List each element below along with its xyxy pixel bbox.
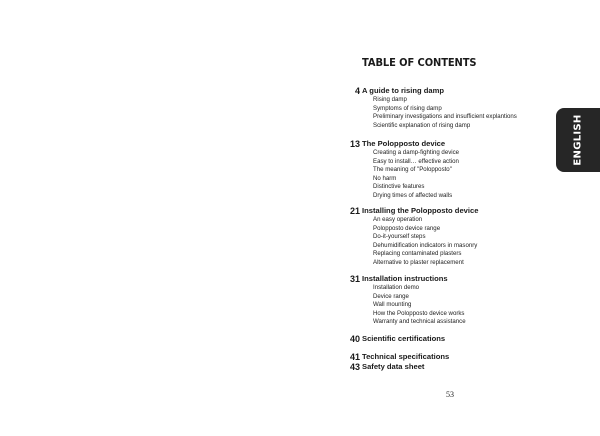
toc-section-heading[interactable] xyxy=(336,352,566,362)
toc-section-heading[interactable] xyxy=(336,206,566,216)
toc-subitem[interactable]: Symptoms of rising damp xyxy=(373,104,442,112)
toc-section-title: Installing the Polopposto device xyxy=(362,206,479,215)
toc-section-heading[interactable] xyxy=(336,86,566,96)
toc-section-heading[interactable] xyxy=(336,362,566,372)
toc-subitem[interactable]: Replacing contaminated plasters xyxy=(373,250,462,257)
toc-subitem[interactable]: Polopposto device range xyxy=(373,224,441,232)
toc-page-number: 40 xyxy=(349,334,360,344)
toc-subitem[interactable]: An easy operation xyxy=(373,216,423,223)
toc-section xyxy=(336,362,566,372)
toc-subitem[interactable]: Easy to install… effective action xyxy=(373,157,459,165)
toc-page-number: 43 xyxy=(349,362,360,372)
toc-section xyxy=(336,139,566,200)
toc-subitem[interactable]: How the Polopposto device works xyxy=(373,309,465,317)
toc-section-title: A guide to rising damp xyxy=(362,86,444,95)
toc-subitem[interactable]: Dehumidification indicators in masonry xyxy=(373,241,478,249)
toc-subitem[interactable]: Wall mounting xyxy=(373,301,412,308)
toc-section-title: Technical specifications xyxy=(362,352,450,361)
toc-section xyxy=(336,334,566,344)
toc-subitem[interactable]: Drying times of affected walls xyxy=(373,191,453,199)
toc-section-heading[interactable] xyxy=(336,334,566,344)
toc-section-heading[interactable] xyxy=(336,274,566,284)
toc-section-heading[interactable] xyxy=(336,139,566,149)
language-tab-label: ENGLISH xyxy=(572,114,584,166)
toc-subitem[interactable]: Distinctive features xyxy=(373,183,425,190)
toc-subitem[interactable]: Rising damp xyxy=(373,96,407,103)
toc-section-title: Scientific certifications xyxy=(362,334,446,343)
toc-subitem[interactable]: Device range xyxy=(373,292,409,300)
toc-section xyxy=(336,274,566,327)
page-number: 53 xyxy=(446,390,454,399)
toc-subitem[interactable]: The meaning of "Polopposto" xyxy=(373,166,452,173)
toc-page-number: 41 xyxy=(349,352,360,362)
language-tab[interactable] xyxy=(556,108,600,172)
toc-subitem[interactable]: Alternative to plaster replacement xyxy=(373,258,464,266)
toc-section xyxy=(336,352,566,362)
toc-page-number: 31 xyxy=(349,274,360,284)
toc-section xyxy=(336,206,566,267)
toc-subitem[interactable]: Preliminary investigations and insufficient explantions xyxy=(373,113,517,120)
toc-subitem[interactable]: Warranty and technical assistance xyxy=(373,318,466,325)
toc-page-number: 4 xyxy=(354,86,360,96)
toc-subitem[interactable]: Creating a damp-fighting device xyxy=(373,149,460,156)
toc-subitem[interactable]: No harm xyxy=(373,174,397,182)
toc-page-number: 13 xyxy=(349,139,360,149)
toc-subitem[interactable]: Scientific explanation of rising damp xyxy=(373,121,471,129)
toc-page-number: 21 xyxy=(349,206,360,216)
toc-title: TABLE OF CONTENTS xyxy=(362,56,477,69)
toc-section-title: Safety data sheet xyxy=(362,362,425,371)
toc-subitem[interactable]: Do-it-yourself steps xyxy=(373,233,426,240)
toc-section-title: Installation instructions xyxy=(362,274,448,283)
toc-subitem[interactable]: Installation demo xyxy=(373,284,420,291)
toc-section xyxy=(336,86,566,130)
toc-section-title: The Polopposto device xyxy=(362,139,446,148)
